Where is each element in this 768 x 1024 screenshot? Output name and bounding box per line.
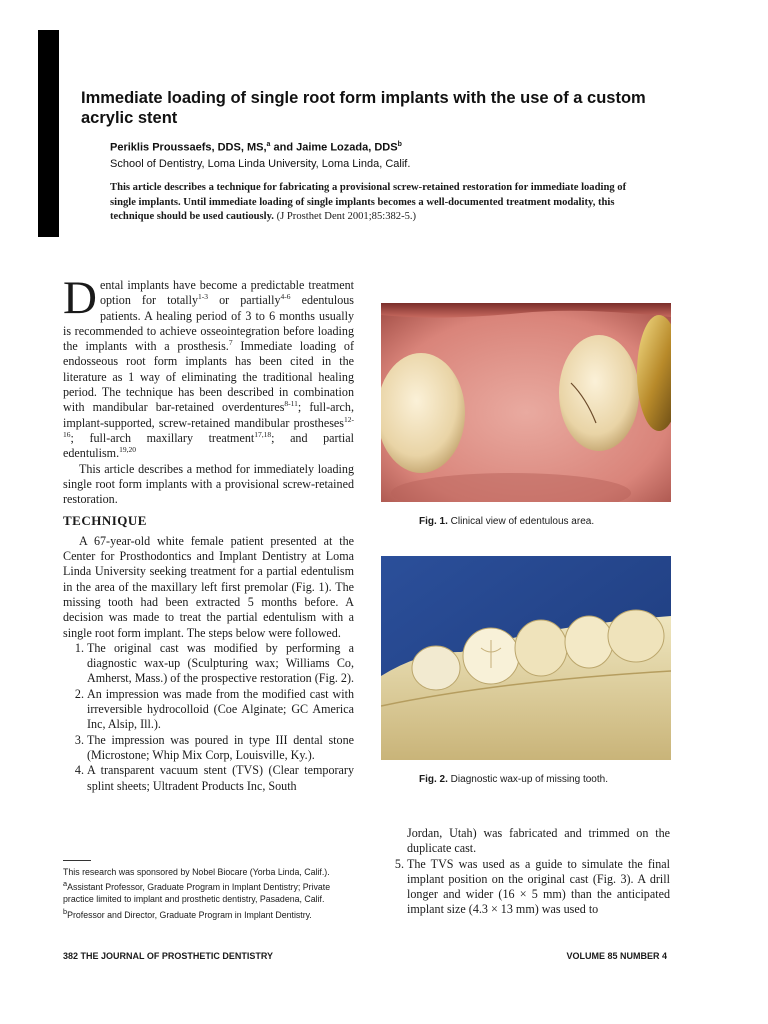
abstract: This article describes a technique for fabricating a provisional screw-retained restoration for immediate loading of single implants. Until immediate loading of single implants becomes a well-documented treatment modality, this technique should be used cautiously. (J Prosthet Dent 2001;85:382-5.): [110, 182, 627, 223]
left-column: [63, 272, 355, 794]
figure-1-caption: Fig. 1. Clinical view of edentulous area.: [419, 516, 595, 527]
drop-cap: D: [63, 272, 97, 324]
steps-list-continued: [385, 857, 670, 918]
figure-2-waxup-photo: [381, 556, 671, 760]
figure-1-clinical-photo: [381, 303, 671, 502]
affiliation: School of Dentistry, Loma Linda University, Loma Linda, Calif.: [110, 158, 411, 170]
footnotes: [63, 866, 363, 921]
author-line: Periklis Proussaefs, DDS, MS,$^a$ and Jaime Lozada, DDS$^b$: [110, 141, 402, 154]
footnote-a: $^a$Assistant Professor, Graduate Program in Implant Dentistry; Private practice limited to implant and prosthetic dentistry, Pasadena, Calif.: [63, 879, 331, 905]
step-item: 3. The impression was poured in type III dental stone (Microstone; Whip Mix Corp, Louisville, Ky.).: [87, 733, 354, 764]
figure-2-caption: Fig. 2. Diagnostic wax-up of missing tooth.: [419, 774, 608, 785]
step-item: 1. The original cast was modified by performing a diagnostic wax-up (Sculpturing wax; Williams Co, Amherst, Mass.) of the prospective restoration (Fig. 2).: [87, 641, 354, 687]
step-item: 2. An impression was made from the modified cast with irreversible hydrocolloid (Coe Alginate; GC America Inc, Alsip, Ill.).: [87, 687, 354, 733]
right-column: [385, 826, 670, 918]
step-item: 4. A transparent vacuum stent (TVS) (Clear temporary splint sheets; Ultradent Products Inc, South: [87, 763, 354, 794]
section-heading-technique: TECHNIQUE: [63, 513, 147, 529]
step-item: 5. The TVS was used as a guide to simulate the final implant position on the original cast (Fig. 3). A drill longer and wider (16 × 5 mm) than the anticipated implant size (4.3 × 13 mm) was used to: [407, 857, 670, 918]
journal-sidebar-bar: [38, 30, 59, 237]
case-paragraph: A 67-year-old white female patient presented at the Center for Prosthodontics and Implant Dentistry at Loma Linda University seeking treatment for a partial edentulism in the area of the maxillary left first premolar (Fig. 1). The missing tooth had been extracted 5 months before. A decision was made to treat the partial edentulism with a single root form implant. The steps below were followed.: [63, 533, 354, 640]
intro-paragraph: Dental implants have become a predictable treatment option for totally$^{1-3}$ or partially$^{4-6}$ edentulous patients. A healing period of 3 to 6 months usually is recommended to achieve osseointegration before loading the implants with a prosthesis.$^7$ Immediate loading of endosseous root form implants has been cited in the literature as 1 way of eliminating the traditional healing period. The technique has been described in combination with mandibular bar-retained overdentures$^{8-11}$; full-arch, implant-supported, screw-retained mandibular prostheses$^{12-16}$; full-arch maxillary treatment$^{17,18}$; and partial edentulism.$^{19,20}$: [63, 272, 354, 461]
footer-journal: 382 THE JOURNAL OF PROSTHETIC DENTISTRY: [63, 951, 274, 961]
method-paragraph: This article describes a method for immediately loading single root form implants with a provisional screw-retained restoration.: [63, 461, 354, 507]
footnote-divider: [63, 860, 91, 861]
step-4-continuation: Jordan, Utah) was fabricated and trimmed on the duplicate cast.: [407, 826, 670, 856]
footnote-b: $^b$Professor and Director, Graduate Program in Implant Dentistry.: [63, 906, 312, 920]
funding-note: This research was sponsored by Nobel Biocare (Yorba Linda, Calif.).: [63, 867, 330, 877]
steps-list: [63, 641, 354, 794]
article-title: Immediate loading of single root form implants with the use of a custom acrylic stent: [81, 89, 646, 127]
footer-volume: VOLUME 85 NUMBER 4: [566, 951, 667, 961]
